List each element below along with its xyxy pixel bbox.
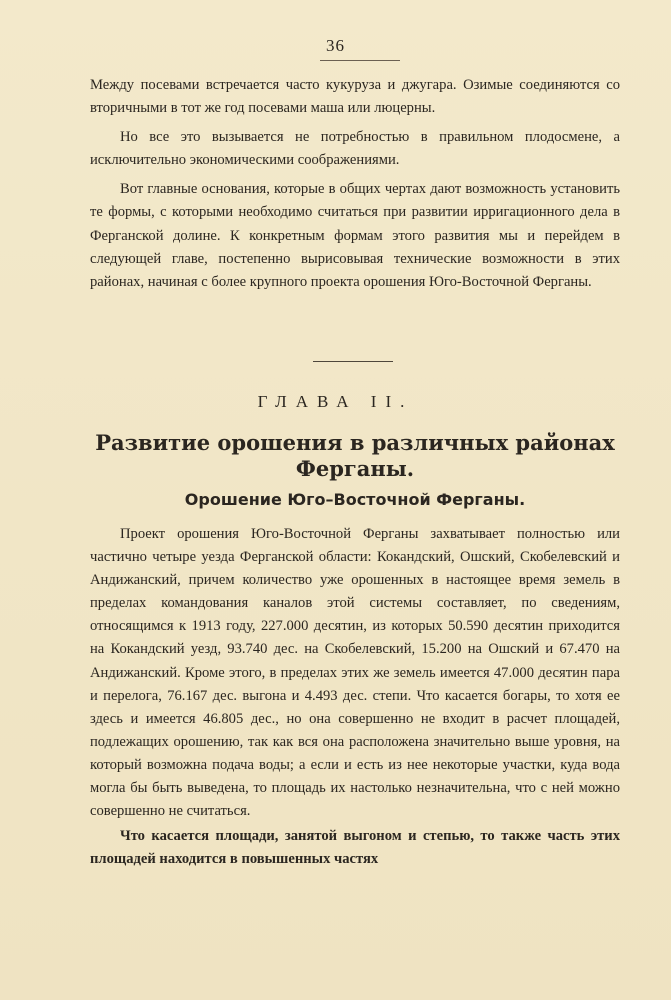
chapter-title: Развитие орошения в различных районах Ферганы.	[95, 430, 615, 481]
intro-text-block	[90, 74, 620, 300]
paragraph: Проект орошения Юго-Восточной Ферганы захватывает полностью или частично четыре уезда Ферганской области: Кокандский, Ошский, Скобелевский и Андижанский, причем количество уже орошенных в настоящее время земель в пределах командования каналов этой системы составляет, по сведениям, относящимся к 1913 году, 227.000 десятин, из которых 50.590 десятин приходится на Кокандский уезд, 93.740 дес. на Скобелевский, 15.200 на Ошский и 67.470 на Андижанский. Кроме этого, в пределах этих же земель имеется 47.000 десятин пара и перелога, 76.167 дес. выгона и 4.493 дес. степи. Что касается богары, то хотя ее здесь и имеется 46.805 дес., но она совершенно не входит в расчет площадей, подлежащих орошению, так как вся она расположена значительно выше уровня, на который возможна подача воды; а если и есть из нее некоторые участки, куда вода могла бы быть выведена, то площадь их настолько незначительна, что с ней можно совершенно не считаться.	[90, 526, 620, 820]
paragraph: Но все это вызывается не потребностью в правильном плодосмене, а исключительно экономическими соображениями.	[90, 129, 620, 169]
paragraph: Между посевами встречается часто кукуруза и джугара. Озимые соединяются со вторичными в тот же год посевами маша или люцерны.	[90, 77, 620, 117]
section-divider	[313, 361, 393, 362]
section-text-block	[90, 523, 620, 873]
paragraph: Вот главные основания, которые в общих чертах дают возможность установить те формы, с которыми необходимо считаться при развитии ирригационного дела в Ферганской долине. К конкретным формам этого развития мы и перейдем в следующей главе, постепенно вырисовывая технические возможности в этих районах, начиная с более крупного проекта орошения Юго-Восточной Ферганы.	[90, 181, 620, 290]
section-title: Орошение Юго–Восточной Ферганы.	[184, 490, 526, 509]
paragraph: Что касается площади, занятой выгоном и степью, то также часть этих площадей находится в повышенных частях	[90, 828, 620, 868]
chapter-label: ГЛАВА II.	[257, 392, 414, 411]
page-number: 36	[326, 36, 345, 55]
page-number-rule	[320, 60, 400, 61]
